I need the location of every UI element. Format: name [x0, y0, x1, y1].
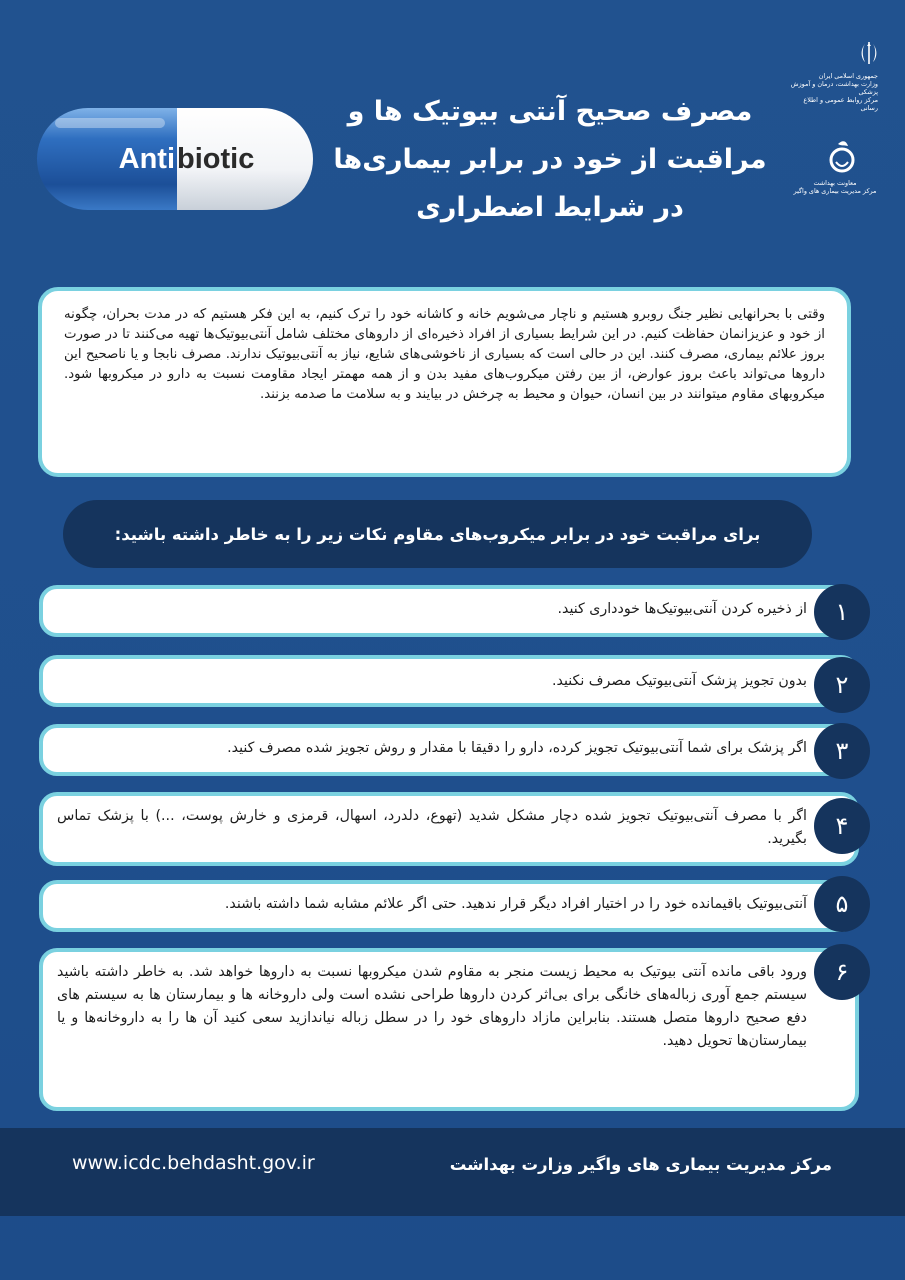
intro-text: وقتی با بحرانهایی نظیر جنگ روبرو هستیم و ناچار می‌شویم خانه و کاشانه خود را ترک کنیم، به این فکر هستیم که در مدت بحران، چگونه از خود و عزیزانمان حفاظت کنیم. در این شرایط بسیاری از افراد ذخیره‌ای از داروهای مختلف شامل آنتی‌بیوتیک‌ها تهیه می‌کنند تا در صورت بروز علائم بیماری، مصرف کنند. این در حالی است که بسیاری از ناخوشی‌های شایع، نیاز به آنتی‌بیوتیک ندارند. مصرف نابجا و یا ناصحیح این داروها می‌تواند باعث بروز عوارض، از بین رفتن میکروب‌های مفید بدن و از همه مهمتر ایجاد مقاومت نسبت به دارو در میکروبها شود. میکروبهای مقاوم میتوانند در بین انسان، حیوان و محیط به چرخش در بیایند و به سلامت ما صدمه بزنند. — [64, 307, 825, 402]
tip-item-5 — [39, 880, 859, 932]
poster-title — [330, 88, 770, 232]
tip-item-2 — [39, 655, 859, 707]
tip-number: ۱ — [835, 598, 849, 626]
title-line-3: در شرایط اضطراری — [416, 192, 684, 223]
tip-text: ورود باقی مانده آنتی بیوتیک به محیط زیست منجر به مقاوم شدن میکروبها نسبت به داروها خواهد شد. به خاطر داشته باشید سیستم جمع آوری زباله‌های خانگی برای بی‌اثر کردن داروها طراحی نشده است ولی داروخانه ها و بیمارستان ها به سیستم های دفع صحیح داروها متصل هستند. بنابراین مازاد داروهای خود را در سطل زباله نیاندازید سعی کنید آن ها را به داروخانه‌ها و یا بیمارستان‌ها تحویل دهید. — [57, 964, 807, 1049]
tip-number-badge — [814, 944, 870, 1000]
footer-organization: مرکز مدیریت بیماری های واگیر وزارت بهداشت — [449, 1155, 832, 1174]
tip-number-badge — [814, 657, 870, 713]
tip-number: ۶ — [835, 958, 849, 986]
intro-box — [38, 287, 851, 477]
tip-number-badge — [814, 876, 870, 932]
tip-number: ۵ — [835, 890, 849, 918]
tip-number: ۴ — [835, 812, 849, 840]
tips-banner-text: برای مراقبت خود در برابر میکروب‌های مقاوم نکات زیر را به خاطر داشته باشید: — [114, 524, 761, 544]
title-line-1: مصرف صحیح آنتی بیوتیک ها و — [347, 96, 753, 127]
ministry-logo-text: جمهوری اسلامی ایران وزارت بهداشت، درمان و آموزش پزشکی مرکز روابط عمومی و اطلاع رسانی — [790, 72, 878, 112]
tips-banner — [63, 500, 812, 568]
tip-text: بدون تجویز پزشک آنتی‌بیوتیک مصرف نکنید. — [551, 673, 807, 689]
tip-item-4 — [39, 792, 859, 866]
pill-text-anti: Anti — [118, 143, 175, 175]
tip-number-badge — [814, 798, 870, 854]
tip-text: از ذخیره کردن آنتی‌بیوتیک‌ها خودداری کنید. — [557, 601, 807, 617]
tip-item-1 — [39, 585, 859, 637]
tip-text: آنتی‌بیوتیک باقیمانده خود را در اختیار افراد دیگر قرار ندهید. حتی اگر علائم مشابه شما داشته باشند. — [224, 896, 807, 912]
tip-number-badge — [814, 584, 870, 640]
health-deputy-logo-text: معاونت بهداشت مرکز مدیریت بیماری های واگیر — [793, 179, 877, 195]
antibiotic-pill-image — [35, 106, 315, 212]
tip-item-3 — [39, 724, 859, 776]
tip-text: اگر با مصرف آنتی‌بیوتیک تجویز شده دچار مشکل شدید (تهوع، دلدرد، اسهال، قرمزی و خارش پوست، ...) با پزشک تماس بگیرید. — [57, 808, 807, 847]
tip-text: اگر پزشک برای شما آنتی‌بیوتیک تجویز کرده، دارو را دقیقا با مقدار و روش تجویز شده مصرف کنید. — [227, 740, 807, 756]
tip-number: ۲ — [835, 671, 849, 699]
tip-number-badge — [814, 723, 870, 779]
tip-number: ۳ — [835, 737, 849, 765]
title-line-2: مراقبت از خود در برابر بیماری‌ها — [333, 144, 767, 175]
pill-text-biotic: biotic — [177, 143, 255, 175]
website-link[interactable]: www.icdc.behdasht.gov.ir — [72, 1152, 315, 1174]
tip-item-6 — [39, 948, 859, 1111]
